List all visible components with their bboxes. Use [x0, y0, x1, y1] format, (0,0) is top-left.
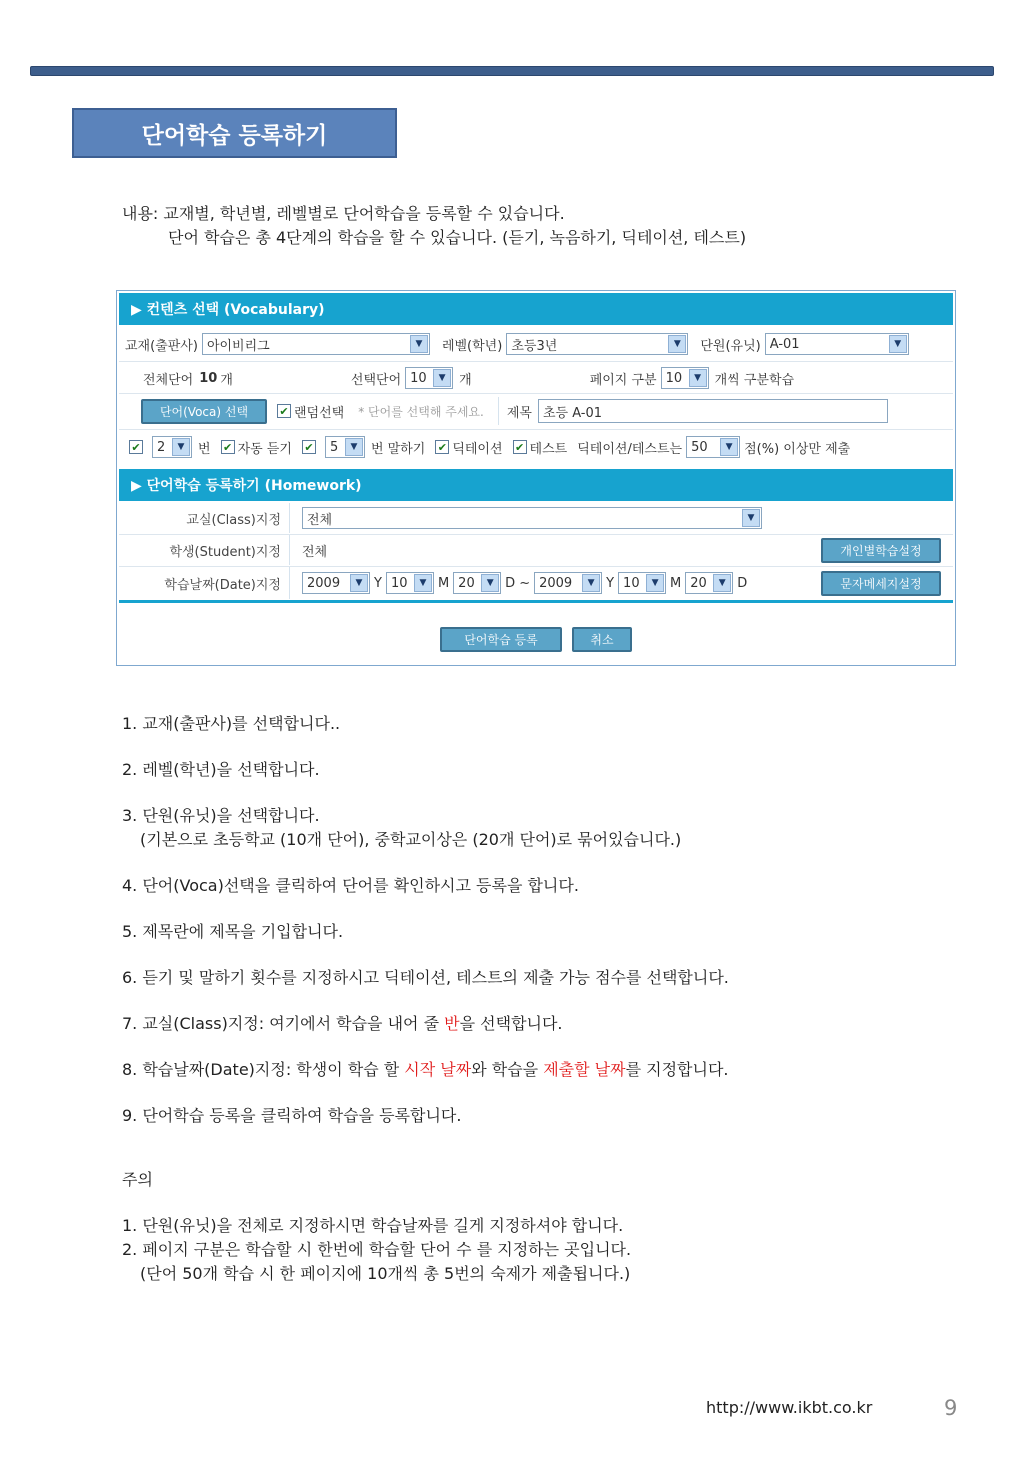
- caution-1: 1. 단원(유닛)을 전체로 지정하시면 학습날짜를 길게 지정하셔야 합니다.: [122, 1216, 624, 1235]
- description: [122, 202, 746, 250]
- speak-count-select[interactable]: 5 ▼: [325, 436, 365, 458]
- year-unit: Y: [606, 575, 615, 591]
- subject-input[interactable]: 초등 A-01: [538, 399, 888, 423]
- step-9: 9. 단어학습 등록을 클릭하여 학습을 등록합니다.: [122, 1106, 462, 1125]
- class-label: 교실(Class)지정: [186, 512, 281, 528]
- caution-2: 2. 페이지 구분은 학습할 시 한번에 학습할 단어 수 를 지정하는 곳입니다.: [122, 1240, 632, 1259]
- vocabulary-section-header: ▶ 컨텐츠 선택 (Vocabulary): [119, 293, 953, 325]
- page-title: 단어학습 등록하기: [72, 108, 397, 158]
- class-row: [119, 503, 953, 533]
- threshold-label: 딕테이션/테스트는: [577, 441, 683, 457]
- dictation-checkbox[interactable]: ✔: [435, 440, 449, 454]
- book-label: 교재(출판사): [125, 338, 198, 354]
- day-unit: D: [505, 575, 516, 591]
- footer-url: http://www.ikbt.co.kr: [706, 1398, 873, 1417]
- caution-3: (단어 50개 학습 시 한 페이지에 10개씩 총 5번의 숙제가 제출됩니다.): [140, 1264, 631, 1283]
- chevron-down-icon: ▼: [414, 574, 432, 592]
- description-line-2: 단어 학습은 총 4단계의 학습을 할 수 있습니다. (듣기, 녹음하기, 딕테이션, 테스트): [168, 228, 747, 247]
- total-words-suffix: 개: [220, 372, 233, 388]
- random-select-checkbox[interactable]: ✔: [277, 404, 291, 418]
- unit-select[interactable]: A-01 ▼: [765, 333, 909, 355]
- auto-listen-checkbox[interactable]: ✔: [221, 440, 235, 454]
- test-checkbox[interactable]: ✔: [513, 440, 527, 454]
- vocab-registration-form: [116, 290, 956, 666]
- student-value: 전체: [302, 544, 328, 560]
- top-divider-bar: [30, 66, 994, 76]
- step-7: 7. 교실(Class)지정: 여기에서 학습을 내어 줄 반을 선택합니다.: [122, 1014, 563, 1033]
- date-row: [119, 567, 953, 599]
- test-label: 테스트: [529, 441, 568, 457]
- auto-listen-label: 자동 듣기: [237, 441, 292, 457]
- page-number: 9: [944, 1396, 958, 1420]
- threshold-suffix: 점(%) 이상만 제출: [744, 441, 851, 457]
- listen-checkbox[interactable]: ✔: [129, 440, 143, 454]
- homework-section-header: ▶ 단어학습 등록하기 (Homework): [119, 469, 953, 501]
- chevron-down-icon: ▼: [345, 438, 363, 456]
- chevron-down-icon: ▼: [582, 574, 600, 592]
- step-5: 5. 제목란에 제목을 기입합니다.: [122, 922, 344, 941]
- chevron-down-icon: ▼: [720, 438, 738, 456]
- date-label: 학습날짜(Date)지정: [164, 577, 281, 593]
- caution-title: 주의: [122, 1170, 153, 1189]
- chevron-down-icon: ▼: [689, 369, 707, 387]
- start-day-select[interactable]: 20 ▼: [453, 572, 501, 594]
- threshold-select[interactable]: 50 ▼: [686, 436, 740, 458]
- end-year-select[interactable]: 2009 ▼: [534, 572, 602, 594]
- student-label: 학생(Student)지정: [169, 544, 281, 560]
- register-button[interactable]: 단어학습 등록: [440, 627, 562, 652]
- day-unit: D: [737, 575, 748, 591]
- chevron-down-icon: ▼: [481, 574, 499, 592]
- page-split-select[interactable]: 10 ▼: [661, 367, 709, 389]
- step-2: 2. 레벨(학년)을 선택합니다.: [122, 760, 320, 779]
- description-line-1: 내용: 교재별, 학년별, 레벨별로 단어학습을 등록할 수 있습니다.: [122, 204, 565, 223]
- total-words-label: 전체단어: [143, 372, 194, 388]
- step-1: 1. 교재(출판사)를 선택합니다..: [122, 714, 341, 733]
- chevron-down-icon: ▼: [350, 574, 368, 592]
- voca-select-button[interactable]: 단어(Voca) 선택: [141, 399, 267, 424]
- steps-list: [122, 712, 922, 1150]
- end-day-select[interactable]: 20 ▼: [685, 572, 733, 594]
- listen-count-select[interactable]: 2 ▼: [152, 436, 192, 458]
- personal-study-settings-button[interactable]: 개인별학습설정: [821, 538, 941, 563]
- chevron-down-icon: ▼: [646, 574, 664, 592]
- selected-words-label: 선택단어: [350, 372, 402, 388]
- chevron-down-icon: ▼: [433, 369, 451, 387]
- total-words-count: 10: [199, 370, 218, 386]
- step-4: 4. 단어(Voca)선택을 클릭하여 단어를 확인하시고 등록을 합니다.: [122, 876, 579, 895]
- listen-count-suffix: 번: [198, 441, 211, 457]
- page-split-suffix: 개씩 구분학습: [714, 372, 795, 388]
- caution-notes: [122, 1168, 631, 1286]
- date-range-separator: ~: [519, 575, 531, 591]
- step-6: 6. 듣기 및 말하기 횟수를 지정하시고 딕테이션, 테스트의 제출 가능 점수를 선택합니다.: [122, 968, 729, 987]
- year-unit: Y: [374, 575, 382, 591]
- start-month-select[interactable]: 10 ▼: [386, 572, 434, 594]
- chevron-down-icon: ▼: [889, 335, 907, 353]
- level-label: 레벨(학년): [441, 338, 503, 354]
- level-select[interactable]: 초등3년 ▼: [506, 333, 688, 355]
- page-split-label: 페이지 구분: [589, 372, 657, 388]
- speak-checkbox[interactable]: ✔: [302, 440, 316, 454]
- unit-label: 단원(유닛): [700, 338, 761, 354]
- chevron-down-icon: ▼: [410, 335, 428, 353]
- chevron-down-icon: ▼: [713, 574, 731, 592]
- chevron-down-icon: ▼: [172, 438, 190, 456]
- selected-words-select[interactable]: 10 ▼: [405, 367, 453, 389]
- voca-hint: * 단어를 선택해 주세요.: [358, 404, 484, 419]
- step-8: 8. 학습날짜(Date)지정: 학생이 학습 할 시작 날짜와 학습을 제출할 날짜를 지정합니다.: [122, 1060, 729, 1079]
- student-row: [119, 535, 953, 565]
- dictation-label: 딕테이션: [452, 441, 503, 457]
- chevron-down-icon: ▼: [668, 335, 686, 353]
- class-select[interactable]: 전체 ▼: [302, 507, 762, 529]
- form-actions: [117, 627, 955, 652]
- chevron-down-icon: ▼: [742, 509, 760, 527]
- start-year-select[interactable]: 2009 ▼: [302, 572, 370, 594]
- word-count-row: [119, 365, 953, 391]
- book-select[interactable]: 아이비리그 ▼: [202, 333, 430, 355]
- month-unit: M: [437, 575, 450, 591]
- study-options-row: [119, 434, 953, 460]
- content-select-row: [119, 331, 953, 357]
- step-3: 3. 단원(유닛)을 선택합니다. (기본으로 초등학교 (10개 단어), 중학교이상은 (20개 단어)로 묶어있습니다.): [122, 806, 682, 849]
- subject-label: 제목: [498, 397, 532, 425]
- random-select-label: 랜덤선택: [294, 405, 345, 421]
- speak-count-suffix: 번 말하기: [370, 441, 426, 457]
- end-month-select[interactable]: 10 ▼: [618, 572, 666, 594]
- voca-select-row: [119, 397, 953, 425]
- sms-settings-button[interactable]: 문자메세지설정: [821, 571, 941, 596]
- month-unit: M: [670, 575, 682, 591]
- cancel-button[interactable]: 취소: [572, 627, 632, 652]
- selected-words-suffix: 개: [459, 372, 472, 388]
